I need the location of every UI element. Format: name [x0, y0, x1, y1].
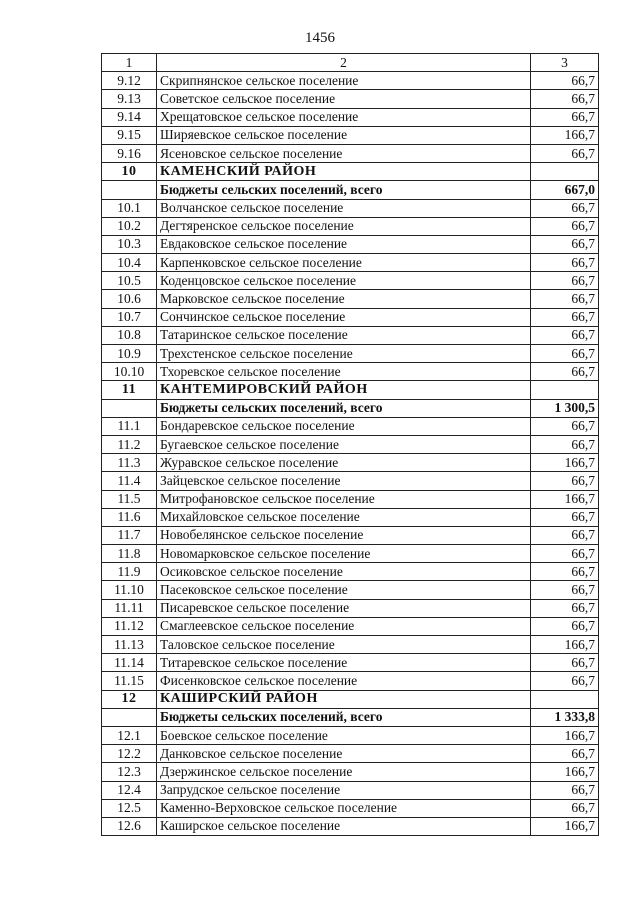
column-header-amount: 3 — [531, 54, 599, 72]
settlement-name-cell: Титаревское сельское поселение — [157, 654, 531, 672]
table-row — [102, 472, 599, 490]
column-header-name: 2 — [157, 54, 531, 72]
amount-cell: 66,7 — [531, 326, 599, 344]
row-number-cell: 10.10 — [102, 363, 157, 381]
settlement-name-cell: Митрофановское сельское поселение — [157, 490, 531, 508]
row-number-cell: 11.11 — [102, 599, 157, 617]
settlement-name-cell: Пасековское сельское поселение — [157, 581, 531, 599]
row-number-cell: 10.7 — [102, 308, 157, 326]
amount-cell: 66,7 — [531, 799, 599, 817]
amount-cell: 1 333,8 — [531, 708, 599, 726]
row-number-cell: 12.5 — [102, 799, 157, 817]
row-number-cell: 12.6 — [102, 817, 157, 835]
total-row — [102, 399, 599, 417]
amount-cell: 66,7 — [531, 290, 599, 308]
amount-cell: 66,7 — [531, 254, 599, 272]
amount-cell — [531, 163, 599, 181]
district-name-cell: КАНТЕМИРОВСКИЙ РАЙОН — [157, 381, 531, 399]
row-number-cell: 11.4 — [102, 472, 157, 490]
settlement-name-cell: Фисенковское сельское поселение — [157, 672, 531, 690]
row-number-cell: 11.15 — [102, 672, 157, 690]
row-number-cell: 11.5 — [102, 490, 157, 508]
row-number-cell: 10.2 — [102, 217, 157, 235]
amount-cell: 66,7 — [531, 745, 599, 763]
settlement-name-cell: Ширяевское сельское поселение — [157, 126, 531, 144]
table-row — [102, 363, 599, 381]
settlement-name-cell: Трехстенское сельское поселение — [157, 345, 531, 363]
table-row — [102, 563, 599, 581]
amount-cell: 66,7 — [531, 417, 599, 435]
settlement-name-cell: Хрещатовское сельское поселение — [157, 108, 531, 126]
table-row — [102, 654, 599, 672]
table-row — [102, 326, 599, 344]
table-row — [102, 199, 599, 217]
settlement-name-cell: Тхоревское сельское поселение — [157, 363, 531, 381]
amount-cell: 66,7 — [531, 72, 599, 90]
district-row — [102, 163, 599, 181]
table-row — [102, 108, 599, 126]
budget-table — [101, 53, 599, 836]
table-row — [102, 272, 599, 290]
settlement-name-cell: Карпенковское сельское поселение — [157, 254, 531, 272]
table-row — [102, 454, 599, 472]
row-number-cell: 11.7 — [102, 526, 157, 544]
table-row — [102, 545, 599, 563]
row-number-cell: 10.4 — [102, 254, 157, 272]
row-number-cell: 10.3 — [102, 235, 157, 253]
amount-cell: 66,7 — [531, 435, 599, 453]
settlement-name-cell: Коденцовское сельское поселение — [157, 272, 531, 290]
row-number-cell: 11.1 — [102, 417, 157, 435]
settlement-name-cell: Таловское сельское поселение — [157, 636, 531, 654]
amount-cell: 66,7 — [531, 235, 599, 253]
amount-cell: 66,7 — [531, 545, 599, 563]
row-number-cell: 9.15 — [102, 126, 157, 144]
settlement-name-cell: Волчанское сельское поселение — [157, 199, 531, 217]
table-row — [102, 435, 599, 453]
table-row — [102, 799, 599, 817]
amount-cell: 66,7 — [531, 508, 599, 526]
amount-cell: 1 300,5 — [531, 399, 599, 417]
total-row — [102, 708, 599, 726]
amount-cell: 166,7 — [531, 726, 599, 744]
row-number-cell: 10.9 — [102, 345, 157, 363]
row-number-cell: 11.12 — [102, 617, 157, 635]
table-row — [102, 636, 599, 654]
amount-cell: 66,7 — [531, 108, 599, 126]
settlement-name-cell: Бюджеты сельских поселений, всего — [157, 708, 531, 726]
amount-cell: 66,7 — [531, 345, 599, 363]
row-number-cell: 11.6 — [102, 508, 157, 526]
amount-cell: 66,7 — [531, 272, 599, 290]
amount-cell: 166,7 — [531, 490, 599, 508]
table-row — [102, 599, 599, 617]
settlement-name-cell: Советское сельское поселение — [157, 90, 531, 108]
amount-cell: 166,7 — [531, 817, 599, 835]
row-number-cell — [102, 708, 157, 726]
amount-cell: 66,7 — [531, 654, 599, 672]
settlement-name-cell: Евдаковское сельское поселение — [157, 235, 531, 253]
table-body — [102, 72, 599, 836]
amount-cell: 66,7 — [531, 199, 599, 217]
settlement-name-cell: Боевское сельское поселение — [157, 726, 531, 744]
district-row — [102, 690, 599, 708]
amount-cell: 166,7 — [531, 454, 599, 472]
amount-cell: 66,7 — [531, 617, 599, 635]
row-number-cell: 9.12 — [102, 72, 157, 90]
settlement-name-cell: Каменно-Верховское сельское поселение — [157, 799, 531, 817]
table-row — [102, 617, 599, 635]
total-row — [102, 181, 599, 199]
row-number-cell: 10 — [102, 163, 157, 181]
table-row — [102, 72, 599, 90]
settlement-name-cell: Журавское сельское поселение — [157, 454, 531, 472]
row-number-cell: 9.16 — [102, 144, 157, 162]
table-row — [102, 745, 599, 763]
amount-cell: 66,7 — [531, 472, 599, 490]
table-row — [102, 508, 599, 526]
amount-cell: 66,7 — [531, 90, 599, 108]
row-number-cell: 11.8 — [102, 545, 157, 563]
district-name-cell: КАМЕНСКИЙ РАЙОН — [157, 163, 531, 181]
settlement-name-cell: Новобелянское сельское поселение — [157, 526, 531, 544]
row-number-cell: 12.3 — [102, 763, 157, 781]
row-number-cell: 10.6 — [102, 290, 157, 308]
amount-cell: 66,7 — [531, 781, 599, 799]
row-number-cell: 11.3 — [102, 454, 157, 472]
settlement-name-cell: Дегтяренское сельское поселение — [157, 217, 531, 235]
settlement-name-cell: Каширское сельское поселение — [157, 817, 531, 835]
table-row — [102, 763, 599, 781]
table-header-row — [102, 54, 599, 72]
table-row — [102, 672, 599, 690]
amount-cell: 66,7 — [531, 144, 599, 162]
amount-cell: 667,0 — [531, 181, 599, 199]
table-row — [102, 217, 599, 235]
settlement-name-cell: Бюджеты сельских поселений, всего — [157, 399, 531, 417]
settlement-name-cell: Осиковское сельское поселение — [157, 563, 531, 581]
row-number-cell: 11.10 — [102, 581, 157, 599]
settlement-name-cell: Дзержинское сельское поселение — [157, 763, 531, 781]
table-row — [102, 781, 599, 799]
column-header-number: 1 — [102, 54, 157, 72]
district-row — [102, 381, 599, 399]
row-number-cell: 10.5 — [102, 272, 157, 290]
table-row — [102, 581, 599, 599]
row-number-cell: 10.8 — [102, 326, 157, 344]
settlement-name-cell: Смаглеевское сельское поселение — [157, 617, 531, 635]
row-number-cell: 9.14 — [102, 108, 157, 126]
settlement-name-cell: Новомарковское сельское поселение — [157, 545, 531, 563]
settlement-name-cell: Марковское сельское поселение — [157, 290, 531, 308]
page-number: 1456 — [305, 30, 335, 46]
row-number-cell — [102, 181, 157, 199]
row-number-cell: 10.1 — [102, 199, 157, 217]
settlement-name-cell: Бюджеты сельских поселений, всего — [157, 181, 531, 199]
table-row — [102, 235, 599, 253]
settlement-name-cell: Бондаревское сельское поселение — [157, 417, 531, 435]
settlement-name-cell: Зайцевское сельское поселение — [157, 472, 531, 490]
amount-cell: 66,7 — [531, 363, 599, 381]
table-row — [102, 126, 599, 144]
amount-cell: 66,7 — [531, 599, 599, 617]
row-number-cell: 11.9 — [102, 563, 157, 581]
row-number-cell: 12.4 — [102, 781, 157, 799]
row-number-cell: 9.13 — [102, 90, 157, 108]
amount-cell: 166,7 — [531, 126, 599, 144]
settlement-name-cell: Скрипнянское сельское поселение — [157, 72, 531, 90]
table-row — [102, 490, 599, 508]
row-number-cell — [102, 399, 157, 417]
table-row — [102, 726, 599, 744]
amount-cell: 66,7 — [531, 308, 599, 326]
settlement-name-cell: Сончинское сельское поселение — [157, 308, 531, 326]
amount-cell: 66,7 — [531, 217, 599, 235]
settlement-name-cell: Бугаевское сельское поселение — [157, 435, 531, 453]
amount-cell: 166,7 — [531, 636, 599, 654]
table-row — [102, 144, 599, 162]
table-row — [102, 254, 599, 272]
settlement-name-cell: Татаринское сельское поселение — [157, 326, 531, 344]
amount-cell: 66,7 — [531, 563, 599, 581]
table-row — [102, 526, 599, 544]
row-number-cell: 11.2 — [102, 435, 157, 453]
district-name-cell: КАШИРСКИЙ РАЙОН — [157, 690, 531, 708]
row-number-cell: 11 — [102, 381, 157, 399]
amount-cell — [531, 690, 599, 708]
amount-cell: 66,7 — [531, 672, 599, 690]
amount-cell: 66,7 — [531, 526, 599, 544]
settlement-name-cell: Писаревское сельское поселение — [157, 599, 531, 617]
table-row — [102, 817, 599, 835]
table-row — [102, 345, 599, 363]
table-row — [102, 290, 599, 308]
table-row — [102, 308, 599, 326]
amount-cell: 66,7 — [531, 581, 599, 599]
row-number-cell: 11.14 — [102, 654, 157, 672]
settlement-name-cell: Михайловское сельское поселение — [157, 508, 531, 526]
row-number-cell: 12 — [102, 690, 157, 708]
row-number-cell: 12.2 — [102, 745, 157, 763]
amount-cell: 166,7 — [531, 763, 599, 781]
settlement-name-cell: Данковское сельское поселение — [157, 745, 531, 763]
row-number-cell: 12.1 — [102, 726, 157, 744]
settlement-name-cell: Запрудское сельское поселение — [157, 781, 531, 799]
table-row — [102, 417, 599, 435]
row-number-cell: 11.13 — [102, 636, 157, 654]
amount-cell — [531, 381, 599, 399]
table-row — [102, 90, 599, 108]
settlement-name-cell: Ясеновское сельское поселение — [157, 144, 531, 162]
